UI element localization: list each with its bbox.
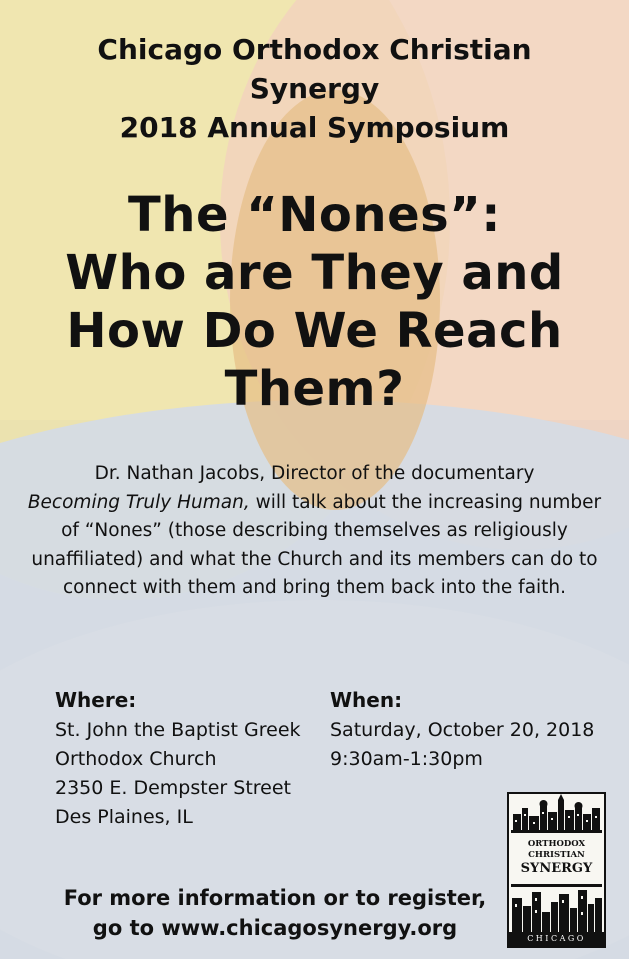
event-time: 9:30am-1:30pm (330, 748, 483, 770)
registration-info (40, 883, 510, 943)
page-title (10, 186, 619, 418)
org-name-line2: Synergy (249, 72, 380, 105)
event-date: Saturday, October 20, 2018 (330, 719, 595, 741)
venue-name-line1: St. John the Baptist Greek (55, 719, 301, 741)
synergy-logo (507, 792, 606, 948)
event-description (20, 460, 609, 603)
org-name-line1: Chicago Orthodox Christian (97, 33, 532, 66)
logo-line2: CHRISTIAN (528, 850, 585, 860)
registration-line1: For more information or to register, (63, 886, 487, 910)
registration-link[interactable]: go to www.chicagosynergy.org (92, 916, 458, 940)
logo-line1: ORTHODOX (527, 839, 586, 849)
event-title: 2018 Annual Symposium (119, 111, 510, 144)
documentary-title: Becoming Truly Human, (27, 491, 250, 513)
description-intro: Dr. Nathan Jacobs, Director of the documentary (94, 463, 535, 484)
logo-text-small (509, 839, 604, 861)
when-block (330, 686, 615, 774)
headline-line1: The “Nones”: (128, 187, 501, 243)
venue-city: Des Plaines, IL (55, 806, 193, 828)
logo-line3: SYNERGY (520, 861, 593, 876)
where-label: Where: (55, 688, 137, 712)
headline-line2: Who are They and (65, 245, 564, 301)
venue-name-line2: Orthodox Church (55, 748, 217, 770)
logo-city: CHICAGO (527, 934, 586, 943)
venue-street: 2350 E. Dempster Street (55, 777, 291, 799)
organization-header (20, 30, 609, 147)
when-label: When: (330, 688, 403, 712)
headline-line4: Them? (224, 361, 405, 417)
where-block (55, 686, 325, 832)
description-body: will talk about the increasing number of “Nones” (those describing themselves as religiously unaffiliated) and what the Church and its members can do to connect with them and bring them back into the faith. (31, 491, 602, 598)
headline-line3: How Do We Reach (66, 303, 563, 359)
